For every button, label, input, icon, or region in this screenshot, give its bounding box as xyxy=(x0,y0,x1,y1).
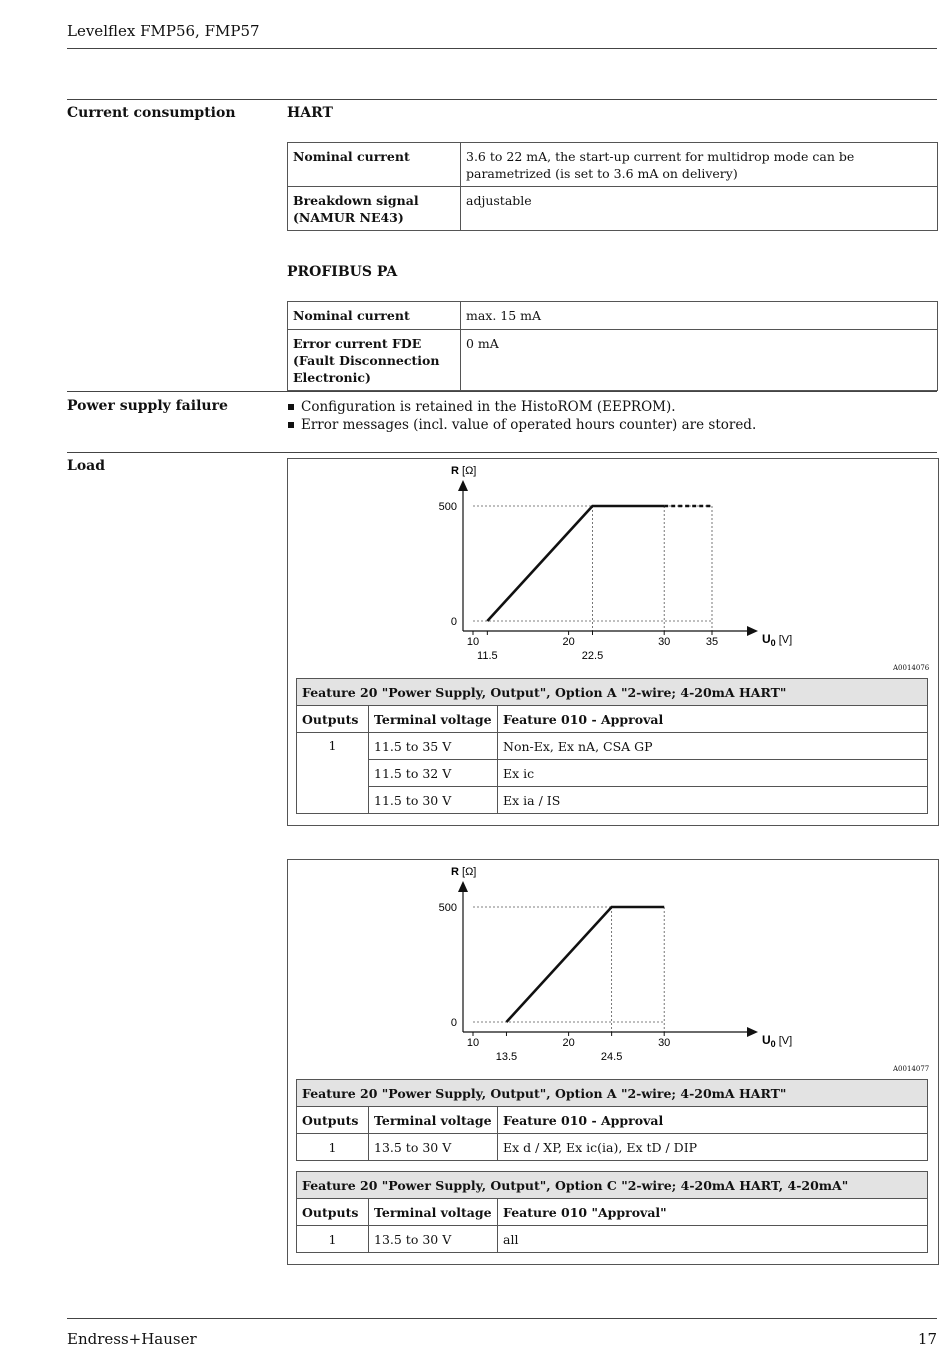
table-row xyxy=(297,1134,928,1161)
x-tick-label: 35 xyxy=(705,636,719,648)
load-table-2c xyxy=(296,1171,928,1253)
x-marker-label: 13.5 xyxy=(495,1051,518,1063)
footer-company: Endress+Hauser xyxy=(67,1330,197,1348)
voltage-cell: 13.5 to 30 V xyxy=(369,1134,498,1161)
x-marker-label: 11.5 xyxy=(477,650,498,662)
hart-nominal-current-key: Nominal current xyxy=(288,143,461,187)
document-title: Levelflex FMP56, FMP57 xyxy=(67,22,260,40)
approval-cell: Ex d / XP, Ex ic(ia), Ex tD / DIP xyxy=(498,1134,928,1161)
y-axis-arrow xyxy=(458,881,468,892)
page-number: 17 xyxy=(917,1330,937,1348)
x-tick-label: 30 xyxy=(658,1037,671,1049)
list-item: Configuration is retained in the HistoROM (EEPROM). xyxy=(287,398,756,416)
figure-id-2: A0014077 xyxy=(893,1065,930,1073)
load-table-1 xyxy=(296,678,928,814)
column-header-approval: Feature 010 - Approval xyxy=(498,1107,928,1134)
hart-nominal-current-value: 3.6 to 22 mA, the start-up current for multidrop mode can be parametrized (is set to 3.6 mA on delivery) xyxy=(461,143,938,187)
list-item: Error messages (incl. value of operated hours counter) are stored. xyxy=(287,416,756,434)
x-marker-label: 24.5 xyxy=(600,1051,623,1063)
power-failure-list xyxy=(287,398,756,434)
x-axis-arrow xyxy=(747,1027,758,1037)
table-caption: Feature 20 "Power Supply, Output", Option A "2-wire; 4-20mA HART" xyxy=(297,1080,928,1107)
table-row xyxy=(288,187,938,231)
x-axis-title: $U_0$ [V] xyxy=(762,632,793,648)
x-tick-label: 10 xyxy=(466,1037,480,1049)
footer-rule xyxy=(67,1318,937,1319)
table-header-row xyxy=(297,1107,928,1134)
hart-table xyxy=(287,142,938,231)
header-rule xyxy=(67,48,937,49)
column-header-outputs: Outputs xyxy=(297,1107,369,1134)
y-axis-title: R [Ω] xyxy=(451,866,477,878)
load-line xyxy=(487,506,664,621)
x-axis-arrow xyxy=(747,626,758,636)
section-label-current-consumption: Current consumption xyxy=(67,105,236,121)
table-header-row xyxy=(297,706,928,733)
table-row xyxy=(297,733,928,760)
x-tick-label: 10 xyxy=(466,636,480,648)
hart-breakdown-key: Breakdown signal (NAMUR NE43) xyxy=(288,187,461,231)
column-header-approval: Feature 010 - Approval xyxy=(498,706,928,733)
voltage-cell: 11.5 to 35 V xyxy=(369,733,498,760)
voltage-cell: 13.5 to 30 V xyxy=(369,1226,498,1253)
y-tick-label: 0 xyxy=(450,1017,457,1029)
approval-cell: Non-Ex, Ex nA, CSA GP xyxy=(498,733,928,760)
table-row xyxy=(288,330,938,391)
x-tick-label: 20 xyxy=(562,1037,575,1049)
table-caption-row xyxy=(297,1080,928,1107)
table-caption-row xyxy=(297,679,928,706)
table-row xyxy=(297,760,928,787)
profibus-error-current-key: Error current FDE (Fault Disconnection Electronic) xyxy=(288,330,461,391)
column-header-outputs: Outputs xyxy=(297,1199,369,1226)
load-line xyxy=(506,907,664,1022)
section-label-load: Load xyxy=(67,458,106,474)
x-marker-label: 22.5 xyxy=(581,650,604,662)
profibus-nominal-current-key: Nominal current xyxy=(288,302,461,330)
load-chart-1 xyxy=(287,458,937,678)
y-tick-label: 500 xyxy=(438,501,457,513)
section-rule xyxy=(67,452,937,453)
table-row xyxy=(297,787,928,814)
section-rule xyxy=(67,391,937,392)
x-axis-title: $U_0$ [V] xyxy=(762,1033,793,1049)
hart-heading: HART xyxy=(287,105,333,121)
section-label-power-supply-failure: Power supply failure xyxy=(67,398,228,414)
profibus-nominal-current-value: max. 15 mA xyxy=(461,302,938,330)
approval-cell: all xyxy=(498,1226,928,1253)
table-row xyxy=(297,1226,928,1253)
column-header-terminal-voltage: Terminal voltage xyxy=(369,1199,498,1226)
outputs-cell: 1 xyxy=(297,1226,369,1253)
figure-id-1: A0014076 xyxy=(893,664,930,672)
table-caption: Feature 20 "Power Supply, Output", Option C "2-wire; 4-20mA HART, 4-20mA" xyxy=(297,1172,928,1199)
table-caption: Feature 20 "Power Supply, Output", Option A "2-wire; 4-20mA HART" xyxy=(297,679,928,706)
load-chart-2 xyxy=(287,859,937,1079)
approval-cell: Ex ia / IS xyxy=(498,787,928,814)
outputs-cell: 1 xyxy=(297,1134,369,1161)
profibus-table xyxy=(287,301,938,391)
table-header-row xyxy=(297,1199,928,1226)
y-axis-arrow xyxy=(458,480,468,491)
y-tick-label: 500 xyxy=(438,902,457,914)
section-rule xyxy=(67,99,937,100)
profibus-error-current-value: 0 mA xyxy=(461,330,938,391)
column-header-approval: Feature 010 "Approval" xyxy=(498,1199,928,1226)
x-tick-label: 20 xyxy=(562,636,575,648)
y-tick-label: 0 xyxy=(450,616,457,628)
outputs-cell: 1 xyxy=(297,733,369,814)
column-header-outputs: Outputs xyxy=(297,706,369,733)
load-table-2a xyxy=(296,1079,928,1161)
x-tick-label: 30 xyxy=(658,636,671,648)
voltage-cell: 11.5 to 32 V xyxy=(369,760,498,787)
column-header-terminal-voltage: Terminal voltage xyxy=(369,706,498,733)
column-header-terminal-voltage: Terminal voltage xyxy=(369,1107,498,1134)
y-axis-title: R [Ω] xyxy=(451,465,477,477)
table-row xyxy=(288,302,938,330)
hart-breakdown-value: adjustable xyxy=(461,187,938,231)
voltage-cell: 11.5 to 30 V xyxy=(369,787,498,814)
table-row xyxy=(288,143,938,187)
approval-cell: Ex ic xyxy=(498,760,928,787)
profibus-heading: PROFIBUS PA xyxy=(287,264,398,280)
table-caption-row xyxy=(297,1172,928,1199)
